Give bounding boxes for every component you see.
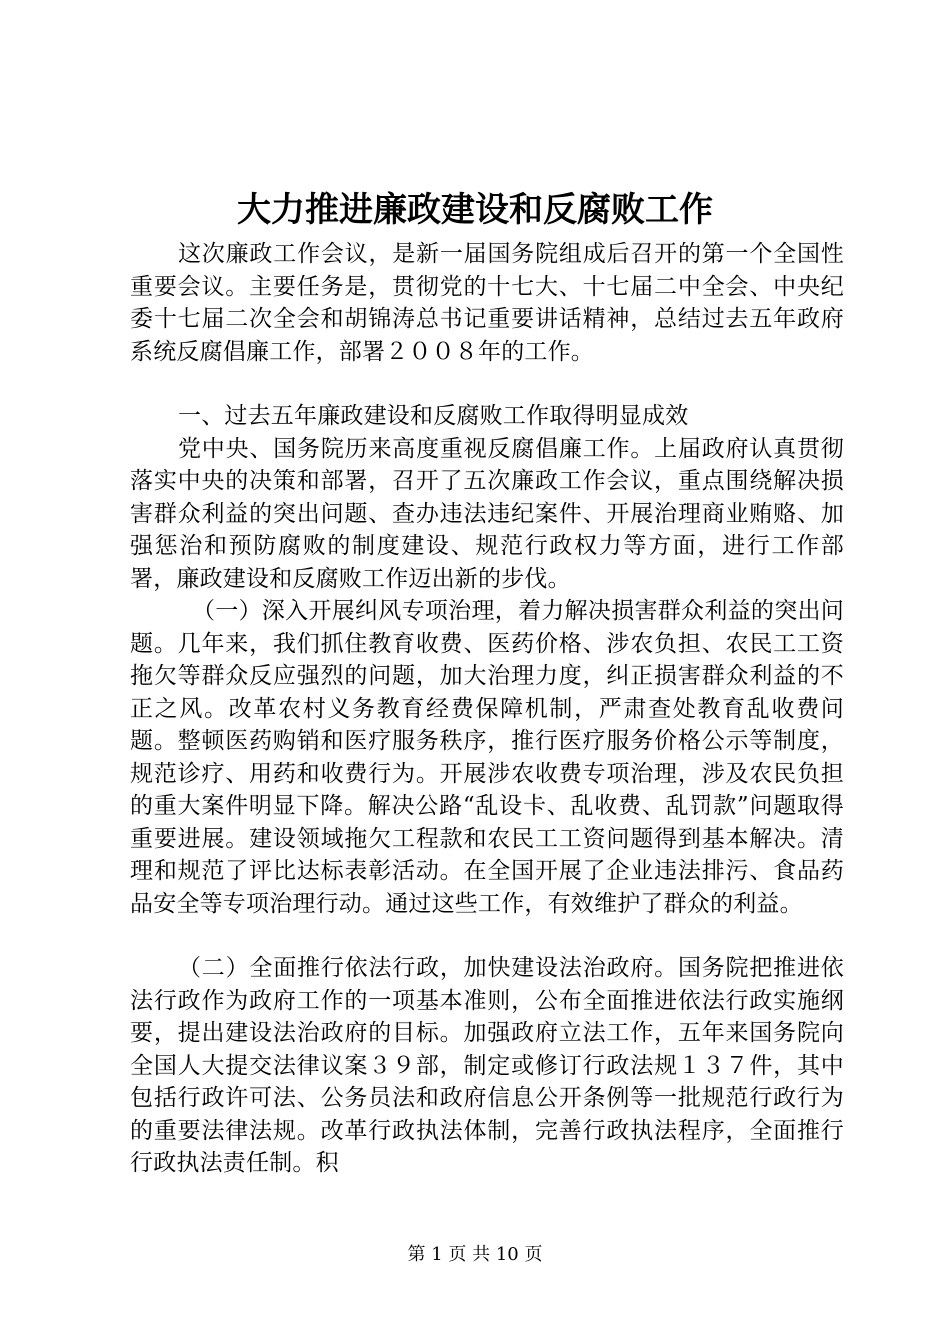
paragraph-intro: 这次廉政工作会议，是新一届国务院组成后召开的第一个全国性重要会议。主要任务是，贯彻党的十七大、十七届二中全会、中央纪委十七届二次全会和胡锦涛总书记重要讲话精神，总结过去五年政府系统反腐倡廉工作，部署２００８年的工作。 <box>130 241 844 365</box>
paragraph-item-2: （二）全面推行依法行政，加快建设法治政府。国务院把推进依法行政作为政府工作的一项基本准则，公布全面推进依法行政实施纲要，提出建设法治政府的目标。加强政府立法工作，五年来国务院向全国人大提交法律议案３９部，制定或修订行政法规１３７件，其中包括行政许可法、公务员法和政府信息公开条例等一批规范行政行为的重要法律法规。改革行政执法体制，完善行政执法程序，全面推行行政执法责任制。积 <box>130 955 844 1176</box>
paragraph-spacer <box>130 368 844 400</box>
paragraph-section-1: 党中央、国务院历来高度重视反腐倡廉工作。上届政府认真贯彻落实中央的决策和部署，召开了五次廉政工作会议，重点围绕解决损害群众利益的突出问题、查办违法违纪案件、开展治理商业贿赂、加强惩治和预防腐败的制度建设、规范行政权力等方面，进行工作部署，廉政建设和反腐败工作迈出新的步伐。 <box>130 435 844 592</box>
paragraph-item-1: （一）深入开展纠风专项治理，着力解决损害群众利益的突出问题。几年来，我们抓住教育收费、医药价格、涉农负担、农民工工资拖欠等群众反应强烈的问题，加大治理力度，纠正损害群众利益的不正之风。改革农村义务教育经费保障机制，严肃查处教育乱收费问题。整顿医药购销和医疗服务秩序，推行医疗服务价格公示等制度，规范诊疗、用药和收费行为。开展涉农收费专项治理，涉及农民负担的重大案件明显下降。解决公路“乱设卡、乱收费、乱罚款”问题取得重要进展。建设领域拖欠工程款和农民工工资问题得到基本解决。清理和规范了评比达标表彰活动。在全国开展了企业违法排污、食品药品安全等专项治理行动。通过这些工作，有效维护了群众的利益。 <box>130 598 844 917</box>
document-body <box>130 238 844 1180</box>
section-heading-1: 一、过去五年廉政建设和反腐败工作取得明显成效 <box>178 403 689 429</box>
paragraph-spacer <box>130 920 844 952</box>
document-title: 大力推进廉政建设和反腐败工作 <box>237 190 713 230</box>
page-number-footer: 第 1 页 共 10 页 <box>407 1244 543 1265</box>
